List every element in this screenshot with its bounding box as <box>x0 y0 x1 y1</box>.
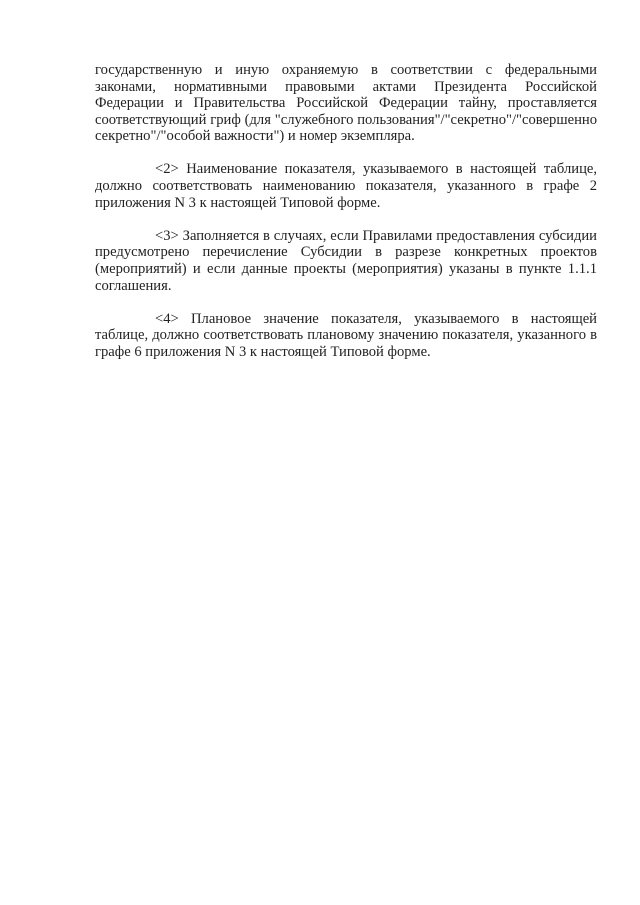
footnote-2: <2> Наименование показателя, указываемого в настоящей таблице, должно соответствовать наименованию показателя, указанного в графе 2 приложения N 3 к настоящей Типовой форме. <box>95 161 597 211</box>
footnote-3: <3> Заполняется в случаях, если Правилами предоставления субсидии предусмотрено перечисление Субсидии в разрезе конкретных проектов (мероприятий) и если данные проекты (мероприятия) указаны в пункте 1.1.1 соглашения. <box>95 227 597 294</box>
footnote-continuation: государственную и иную охраняемую в соответствии с федеральными законами, нормативными правовыми актами Президента Российской Федерации и Правительства Российской Федерации тайну, проставляется соответствующий гриф (для "служебного пользования"/"секретно"/"совершенно секретно"/"особой важности") и номер экземпляра. <box>95 62 597 145</box>
document-page <box>95 62 597 377</box>
footnote-4: <4> Плановое значение показателя, указываемого в настоящей таблице, должно соответствовать плановому значению показателя, указанного в графе 6 приложения N 3 к настоящей Типовой форме. <box>95 310 597 360</box>
